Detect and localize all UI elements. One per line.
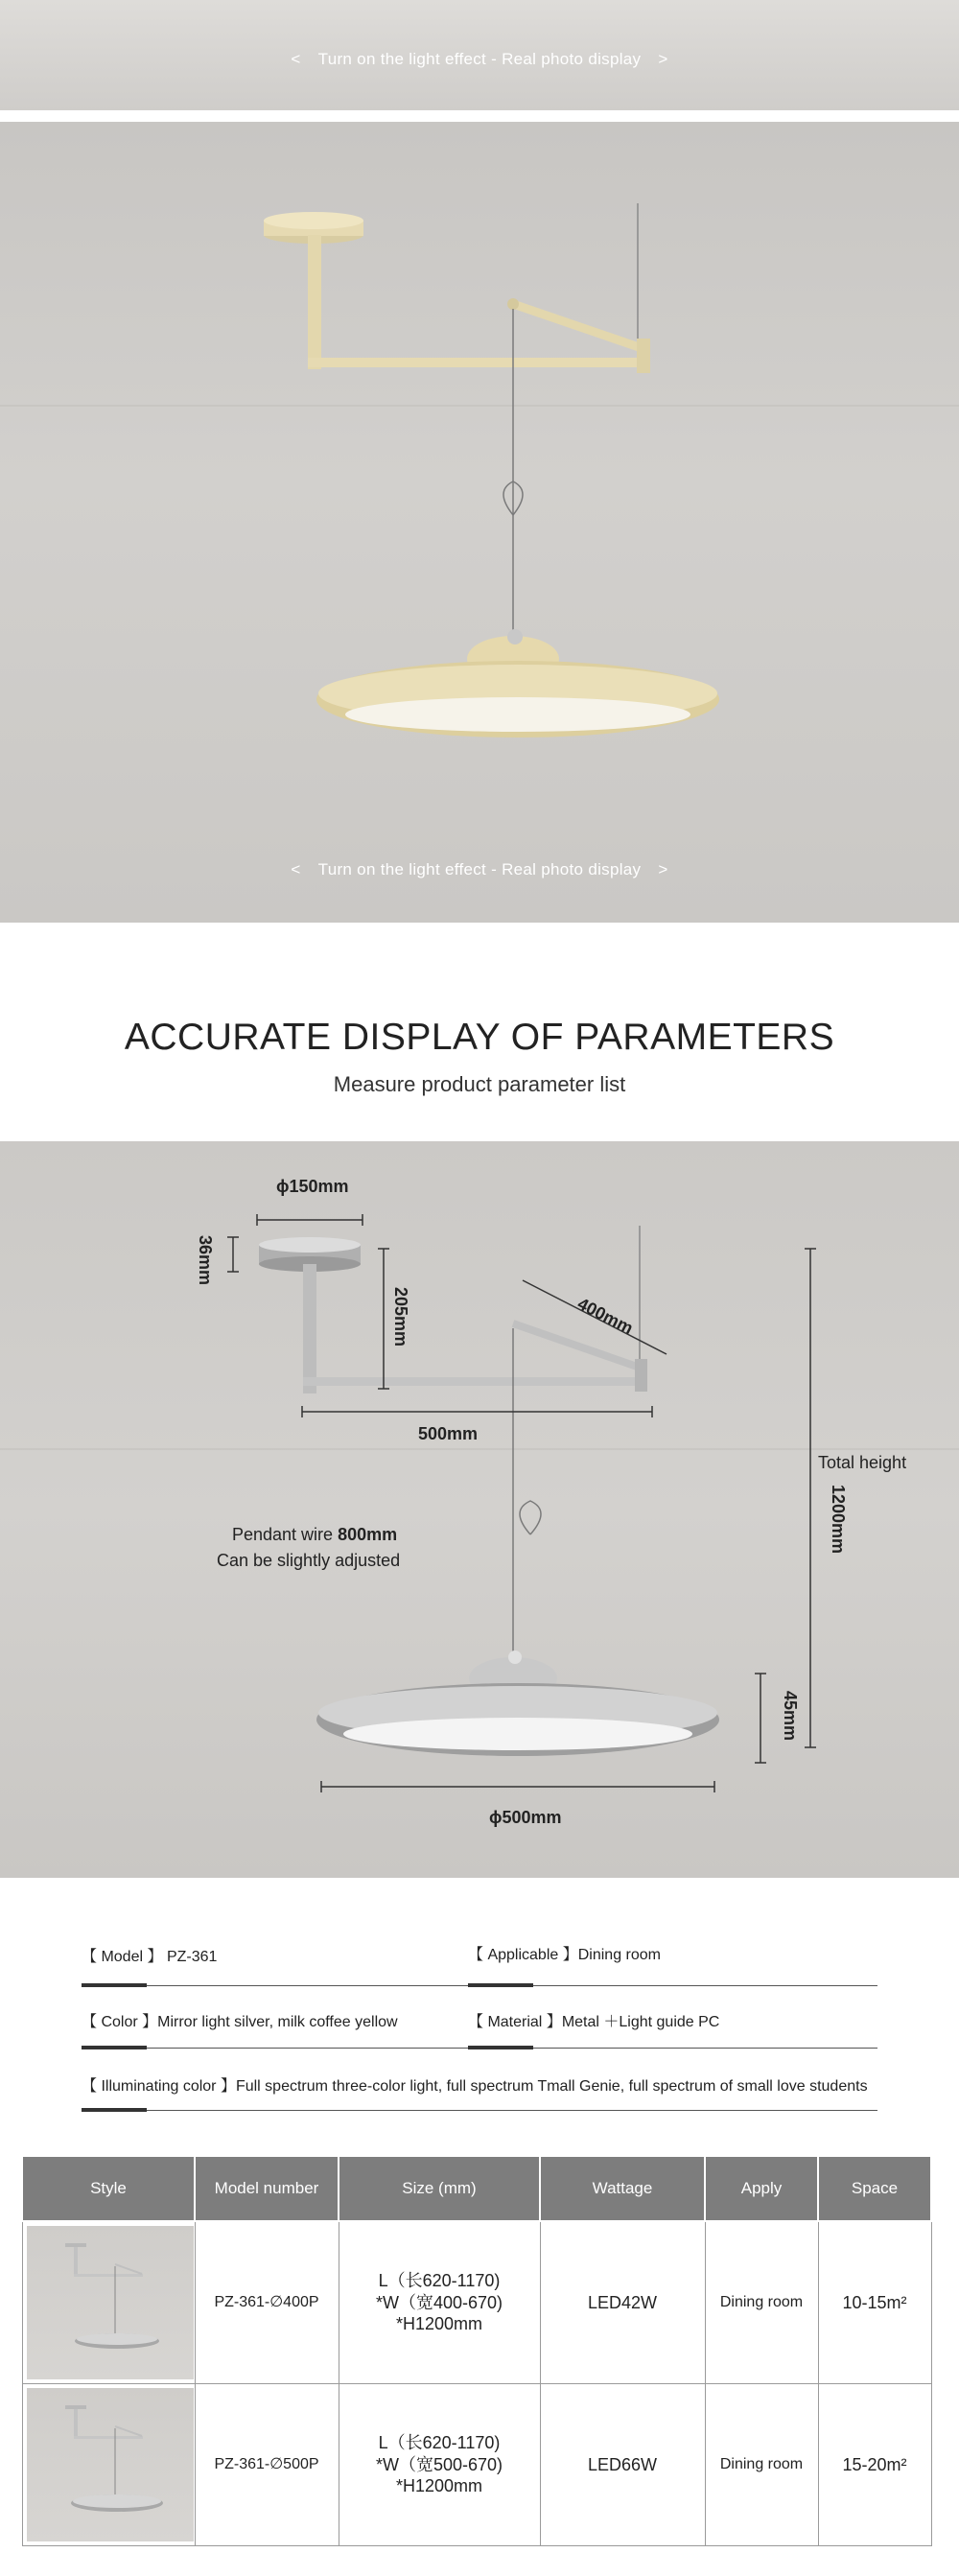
banner-caption-top <box>0 50 959 69</box>
row1-size-w: *W（宽400-670) <box>375 2292 503 2312</box>
spec-mark-2 <box>468 1983 533 1987</box>
row2-model: PZ-361-∅500P <box>195 2384 339 2546</box>
dim-rod-height: 205mm <box>391 1287 410 1347</box>
spec-applicable-value: Dining room <box>577 1947 661 1963</box>
header-model: Model number <box>195 2156 339 2221</box>
dimension-drawing <box>0 1141 959 1878</box>
spec-mark-5 <box>82 2108 147 2112</box>
row1-size <box>339 2221 540 2384</box>
spec-color-value: Mirror light silver, milk coffee yellow <box>157 2014 398 2030</box>
caption-text-2: Turn on the light effect - Real photo display <box>317 860 642 878</box>
header-wattage: Wattage <box>540 2156 705 2221</box>
params-title: ACCURATE DISPLAY OF PARAMETERS <box>124 1017 835 1058</box>
row2-wattage: LED66W <box>540 2384 705 2546</box>
row1-size-l: L（长620-1170) <box>378 2271 501 2291</box>
table-header-row <box>22 2156 931 2221</box>
dim-shade-height: 45mm <box>781 1691 800 1742</box>
row2-size-h: *H1200mm <box>395 2476 483 2496</box>
caption-arrow-right[interactable]: > <box>658 50 668 68</box>
spec-applicable <box>468 1942 661 1964</box>
product-table <box>21 2155 932 2546</box>
spec-mark-4 <box>468 2046 533 2049</box>
row1-wattage: LED42W <box>540 2221 705 2384</box>
dim-wire <box>232 1525 397 1545</box>
header-size: Size (mm) <box>339 2156 540 2221</box>
spec-material-value: Metal ＋Light guide PC <box>561 2014 720 2030</box>
row1-apply: Dining room <box>705 2221 818 2384</box>
spec-color-key: 【 Color 】 <box>82 2014 158 2030</box>
dim-arm-length: 400mm <box>574 1294 637 1339</box>
dim-wire-label: Pendant wire <box>232 1525 339 1544</box>
caption-text: Turn on the light effect - Real photo display <box>317 50 642 68</box>
spec-mark-3 <box>82 2046 147 2049</box>
spec-illuminating <box>82 2073 868 2096</box>
caption-arrow-left[interactable]: < <box>291 50 301 68</box>
params-subtitle: Measure product parameter list <box>333 1072 626 1096</box>
dim-wire-note: Can be slightly adjusted <box>217 1551 401 1570</box>
caption-arrow-right-2[interactable]: > <box>658 860 668 878</box>
row2-size-w: *W（宽500-670) <box>375 2454 503 2474</box>
spec-color <box>82 2009 398 2031</box>
row1-model: PZ-361-∅400P <box>195 2221 339 2384</box>
spec-model-value: PZ-361 <box>166 1949 218 1965</box>
style-thumbnail <box>27 2388 194 2541</box>
dim-total-height: 1200mm <box>829 1485 848 1555</box>
row1-size-h: *H1200mm <box>395 2314 483 2334</box>
dimension-photo <box>0 1141 959 1878</box>
dim-total-height-label: Total height <box>818 1453 907 1472</box>
header-style: Style <box>22 2156 195 2221</box>
spec-illum-key: 【 Illuminating color 】 <box>82 2078 236 2095</box>
style-thumb-cell <box>22 2221 195 2384</box>
row2-size <box>339 2384 540 2546</box>
spec-divider-3 <box>82 2110 877 2111</box>
top-banner <box>0 0 959 110</box>
dim-arm-span: 500mm <box>418 1424 479 1443</box>
row2-size-l: L（长620-1170) <box>378 2433 501 2453</box>
spec-material <box>468 2009 719 2031</box>
style-thumb-cell <box>22 2384 195 2546</box>
product-photo <box>0 122 959 923</box>
dim-base-height: 36mm <box>196 1235 215 1286</box>
dim-shade-diameter: ϕ500mm <box>489 1808 562 1827</box>
caption-arrow-left-2[interactable]: < <box>291 860 301 878</box>
header-space: Space <box>818 2156 931 2221</box>
spec-model-key: 【 Model 】 <box>82 1949 163 1965</box>
row1-space: 10-15m² <box>818 2221 931 2384</box>
spec-applicable-key: 【 Applicable 】 <box>468 1947 578 1963</box>
spec-material-key: 【 Material 】 <box>468 2014 562 2030</box>
table-row <box>22 2384 931 2546</box>
banner-caption-bottom <box>0 860 959 879</box>
spec-illum-value: Full spectrum three-color light, full spectrum Tmall Genie, full spectrum of small love students <box>235 2078 868 2095</box>
dim-base-diameter: ϕ150mm <box>276 1177 349 1196</box>
divider-strip <box>0 110 959 122</box>
dim-wire-value: 800mm <box>338 1525 398 1544</box>
spec-model <box>82 1944 217 1966</box>
spec-mark-1 <box>82 1983 147 1987</box>
style-thumbnail <box>27 2226 194 2379</box>
row2-apply: Dining room <box>705 2384 818 2546</box>
row2-space: 15-20m² <box>818 2384 931 2546</box>
header-apply: Apply <box>705 2156 818 2221</box>
lamp-illustration <box>0 122 959 923</box>
table-row <box>22 2221 931 2384</box>
